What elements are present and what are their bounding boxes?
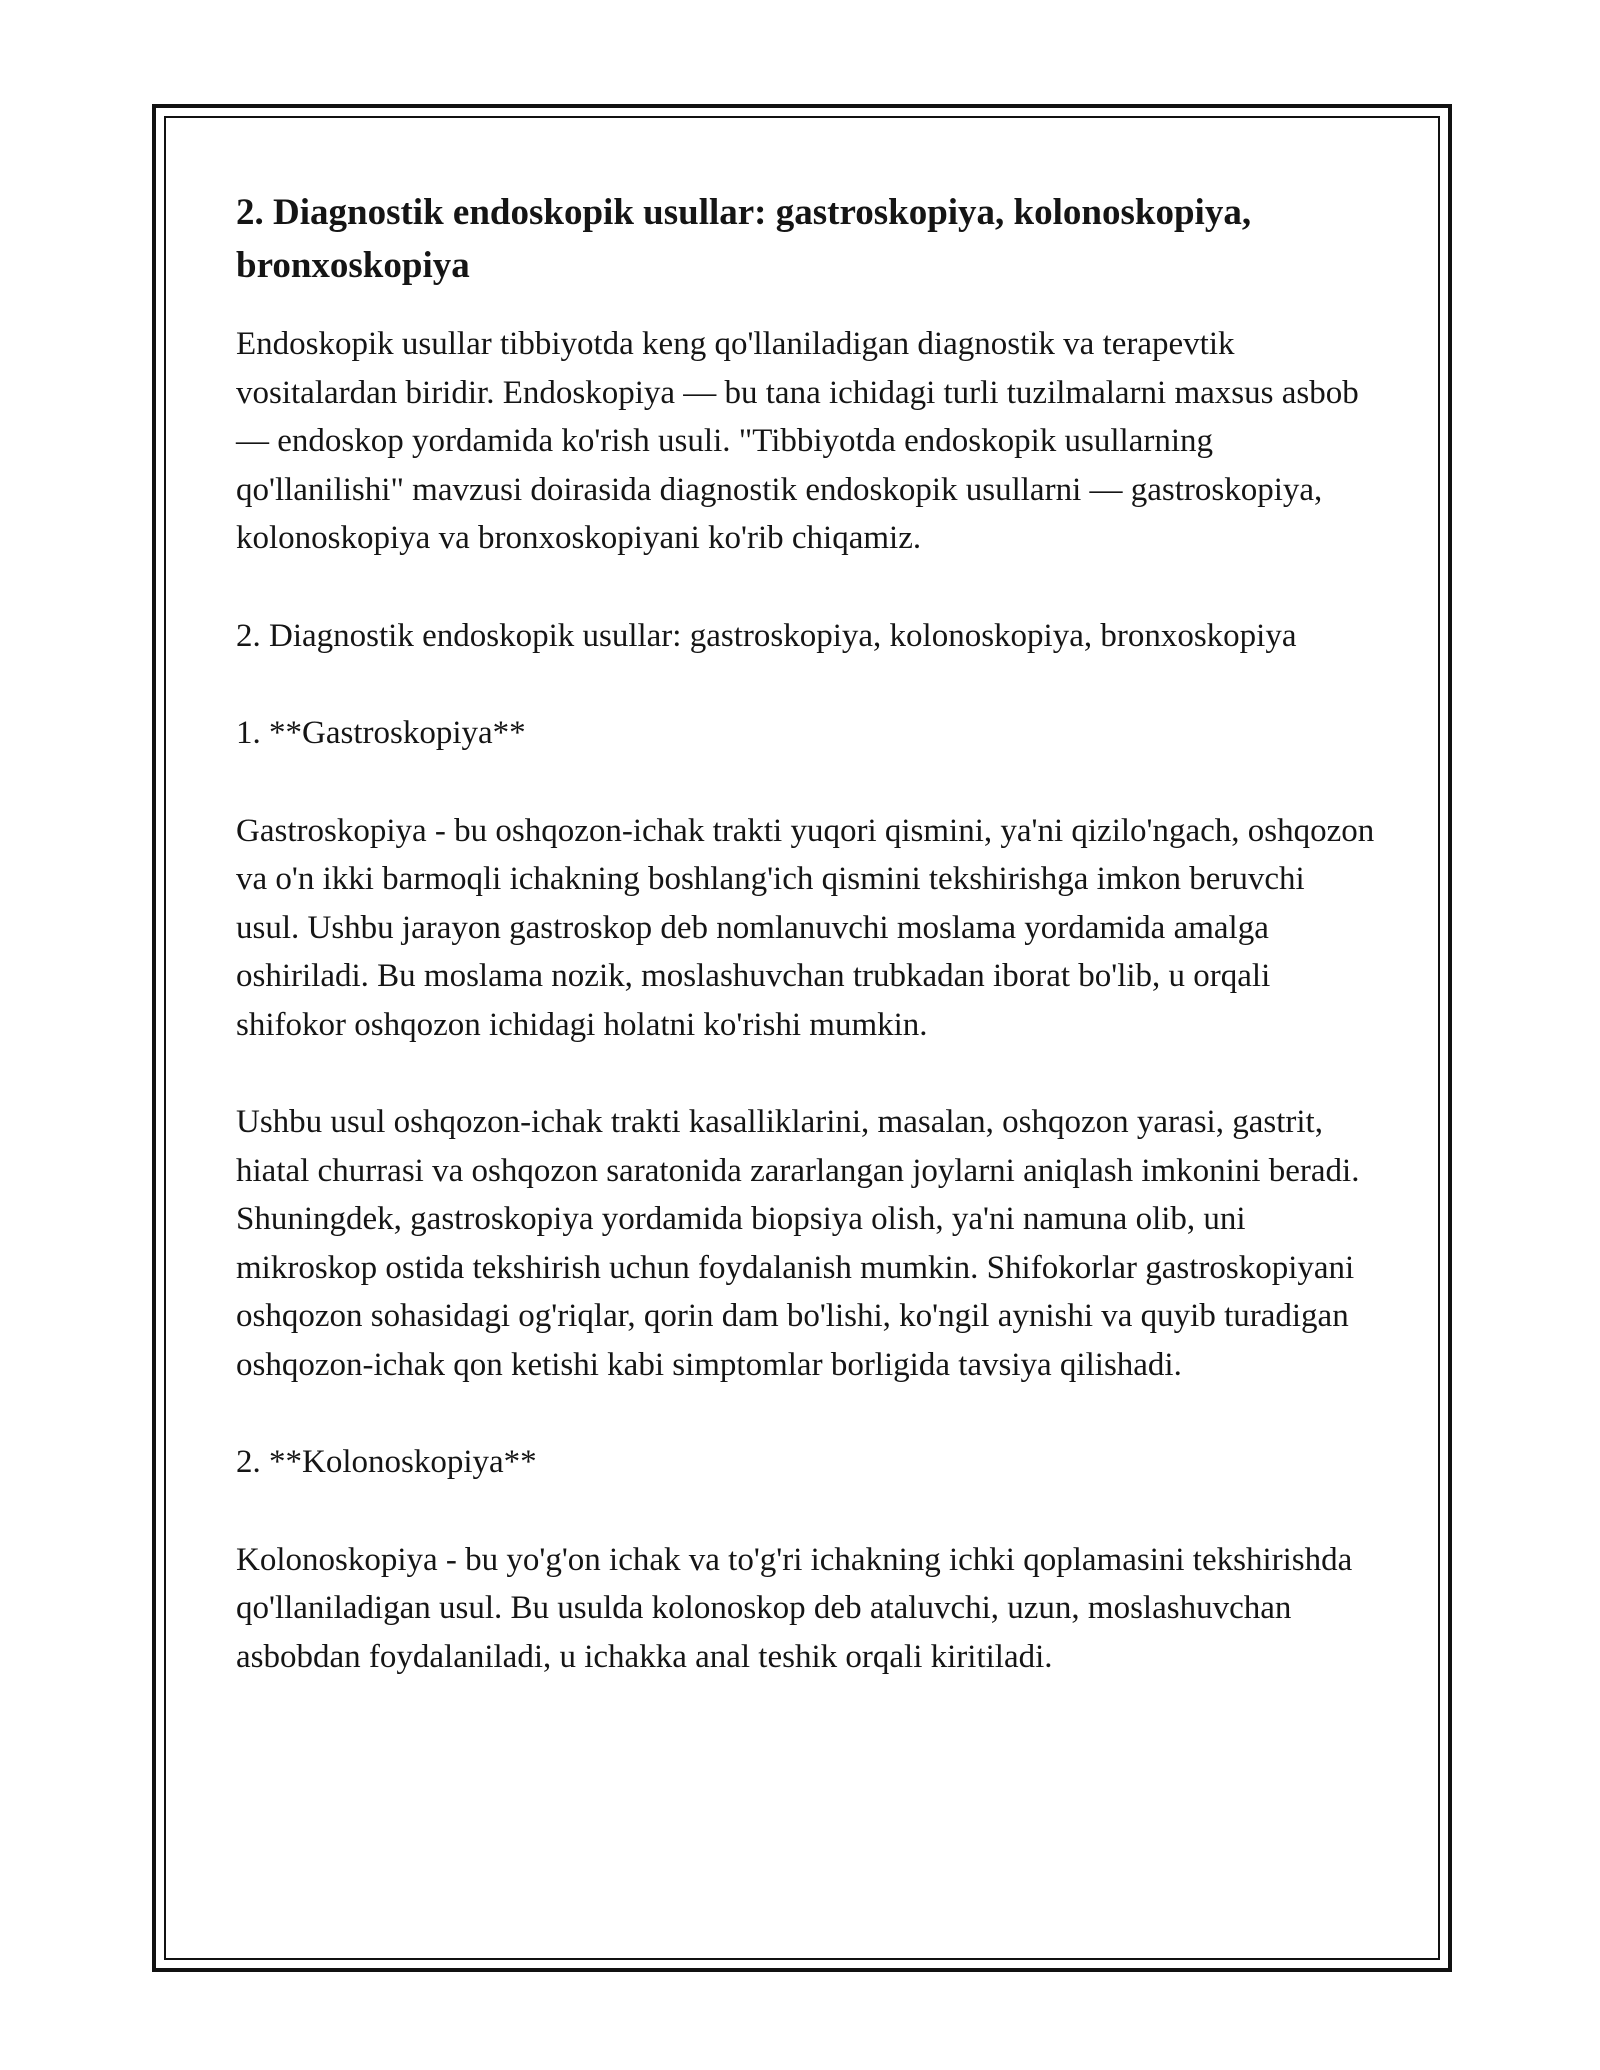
section-heading-paragraph: 2. Diagnostik endoskopik usullar: gastroskopiya, kolonoskopiya, bronxoskopiya [236,617,1297,654]
gastroscopy-heading: 1. **Gastroskopiya** [236,715,526,751]
intro-paragraph: Endoskopik usullar tibbiyotda keng qo'llaniladigan diagnostik va terapevtik vositalardan biridir. Endoskopiya — bu tana ichidagi turli tuzilmalarni maxsus asbob — endoskop yordamida ko'rish usuli. "Tibbiyotda endoskopik usullarning qo'llanilishi" mavzusi doirasida diagnostik endoskopik usullarni — gastroskopiya, kolonoskopiya va bronxoskopiyani ko'rib chiqamiz. [236,326,1359,556]
colonoscopy-heading: 2. **Kolonoskopiya** [236,1444,537,1480]
colonoscopy-description: Kolonoskopiya - bu yo'g'on ichak va to'g'ri ichakning ichki qoplamasini tekshirishda qo'llaniladigan usul. Bu usulda kolonoskop deb ataluvchi, uzun, moslashuvchan asbobdan foydalaniladi, u ichakka anal teshik orqali kiritiladi. [236,1541,1353,1675]
document-body [236,186,1376,1730]
document-title: 2. Diagnostik endoskopik usullar: gastroskopiya, kolonoskopiya, bronxoskopiya [236,192,1252,286]
gastroscopy-description: Gastroskopiya - bu oshqozon-ichak trakti yuqori qismini, ya'ni qizilo'ngach, oshqozon va o'n ikki barmoqli ichakning boshlang'ich qismini tekshirishga imkon beruvchi usul. Ushbu jarayon gastroskop deb nomlanuvchi moslama yordamida amalga oshiriladi. Bu moslama nozik, moslashuvchan trubkadan iborat bo'lib, u orqali shifokor oshqozon ichidagi holatni ko'rishi mumkin. [236,812,1375,1043]
gastroscopy-indications: Ushbu usul oshqozon-ichak trakti kasalliklarini, masalan, oshqozon yarasi, gastrit, hiatal churrasi va oshqozon saratonida zararlangan joylarni aniqlash imkonini beradi. Shuningdek, gastroskopiya yordamida biopsiya olish, ya'ni namuna olib, uni mikroskop ostida tekshirish uchun foydalanish mumkin. Shifokorlar gastroskopiyani oshqozon sohasidagi og'riqlar, qorin dam bo'lishi, ko'ngil aynishi va quyib turadigan oshqozon-ichak qon ketishi kabi simptomlar borligida tavsiya qilishadi. [236,1104,1360,1383]
